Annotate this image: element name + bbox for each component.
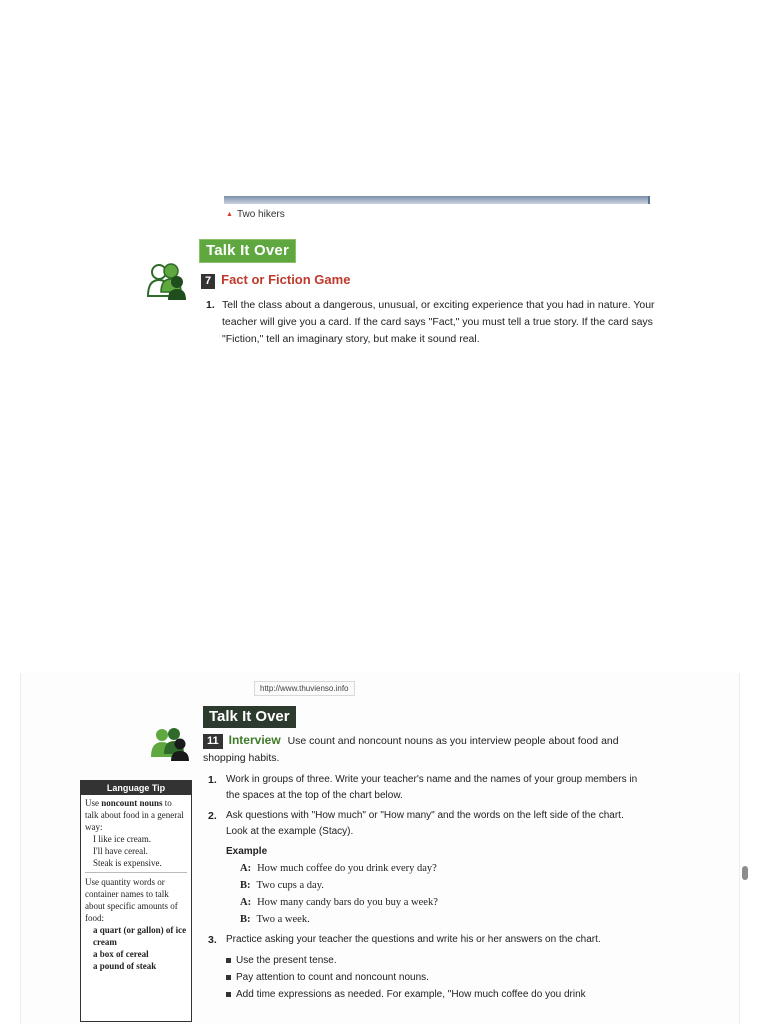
example-dialog bbox=[240, 860, 648, 928]
bullet-list bbox=[226, 952, 648, 1003]
dialog-text: Two a week. bbox=[256, 914, 310, 925]
tip-divider bbox=[85, 872, 187, 873]
activity-instructions-text: Use count and noncount nouns as you interview people about food and shopping habits. bbox=[203, 735, 619, 764]
tip-example: a box of cereal bbox=[93, 949, 149, 959]
item-number: 2. bbox=[208, 810, 217, 822]
bullet-item: Pay attention to count and noncount nouns. bbox=[226, 969, 648, 986]
group-people-icon bbox=[148, 726, 190, 762]
dialog-speaker: A: bbox=[240, 863, 252, 874]
item-text: Work in groups of three. Write your teacher's name and the names of your group members in the spaces at the top of the chart below. bbox=[226, 774, 638, 801]
tip-keyword: noncount nouns bbox=[101, 798, 163, 808]
item-number: 3. bbox=[208, 934, 217, 946]
activity-title: Fact or Fiction Game bbox=[221, 272, 351, 287]
dialog-speaker: B: bbox=[240, 880, 251, 891]
dialog-line bbox=[240, 877, 648, 894]
tip-example: I'll have cereal. bbox=[93, 846, 148, 856]
dialog-line bbox=[240, 860, 648, 877]
list-item bbox=[208, 772, 648, 804]
tip-example: a quart (or gallon) of ice cream bbox=[93, 925, 187, 947]
section-banner-talk-it-over: Talk It Over bbox=[200, 240, 295, 262]
photo-caption bbox=[226, 209, 285, 220]
caption-triangle-icon: ▲ bbox=[226, 211, 233, 218]
example-label: Example bbox=[226, 846, 268, 857]
activity-title: Interview bbox=[228, 733, 281, 747]
activity-number: 7 bbox=[201, 274, 215, 289]
tip-example: I like ice cream. bbox=[93, 834, 151, 844]
language-tip-body bbox=[81, 795, 191, 974]
item-text: Tell the class about a dangerous, unusual, or exciting experience that you had in nature. Your teacher will give you a card. If the card says "Fact," you must tell a true story. If the card says "Fiction," tell an imaginary story, but make it sound real. bbox=[222, 299, 655, 345]
item-text: Ask questions with "How much" or "How many" and the words on the left side of the chart. Look at the example (Stacy). bbox=[226, 810, 624, 837]
scrollbar-thumb[interactable] bbox=[742, 866, 748, 880]
dialog-text: How much coffee do you drink every day? bbox=[257, 863, 437, 874]
section-banner-talk-it-over: Talk It Over bbox=[203, 706, 296, 728]
activity-instructions bbox=[203, 732, 643, 767]
item-text: Practice asking your teacher the questions and write his or her answers on the chart. bbox=[226, 934, 601, 945]
tip-example: a pound of steak bbox=[93, 961, 157, 971]
caption-text: Two hikers bbox=[236, 209, 285, 220]
source-url: http://www.thuvienso.info bbox=[254, 681, 355, 696]
dialog-speaker: A: bbox=[240, 897, 252, 908]
group-people-icon bbox=[144, 262, 188, 302]
dialog-text: How many candy bars do you buy a week? bbox=[257, 897, 438, 908]
activity-heading bbox=[201, 272, 350, 289]
tip-rule-2: Use quantity words or container names to talk about specific amounts of food: bbox=[85, 877, 178, 923]
dialog-line bbox=[240, 911, 648, 928]
list-item bbox=[208, 808, 648, 840]
photo-bottom-edge bbox=[224, 196, 650, 204]
language-tip-header: Language Tip bbox=[81, 781, 191, 795]
activity-number: 11 bbox=[203, 734, 223, 749]
item-number: 1. bbox=[206, 299, 215, 311]
dialog-text: Two cups a day. bbox=[256, 880, 324, 891]
tip-example: Steak is expensive. bbox=[93, 858, 162, 868]
list-item bbox=[208, 932, 648, 948]
bullet-item: Use the present tense. bbox=[226, 952, 648, 969]
language-tip-box bbox=[80, 780, 192, 1022]
bullet-item: Add time expressions as needed. For example, "How much coffee do you drink bbox=[226, 986, 648, 1003]
list-item bbox=[206, 297, 666, 348]
dialog-line bbox=[240, 894, 648, 911]
dialog-speaker: B: bbox=[240, 914, 251, 925]
tip-text: Use bbox=[85, 798, 102, 808]
tip-text: to talk about food in a general way: bbox=[85, 798, 184, 832]
steps-list bbox=[208, 772, 648, 1003]
tip-rule-1 bbox=[85, 797, 187, 833]
item-number: 1. bbox=[208, 774, 217, 786]
